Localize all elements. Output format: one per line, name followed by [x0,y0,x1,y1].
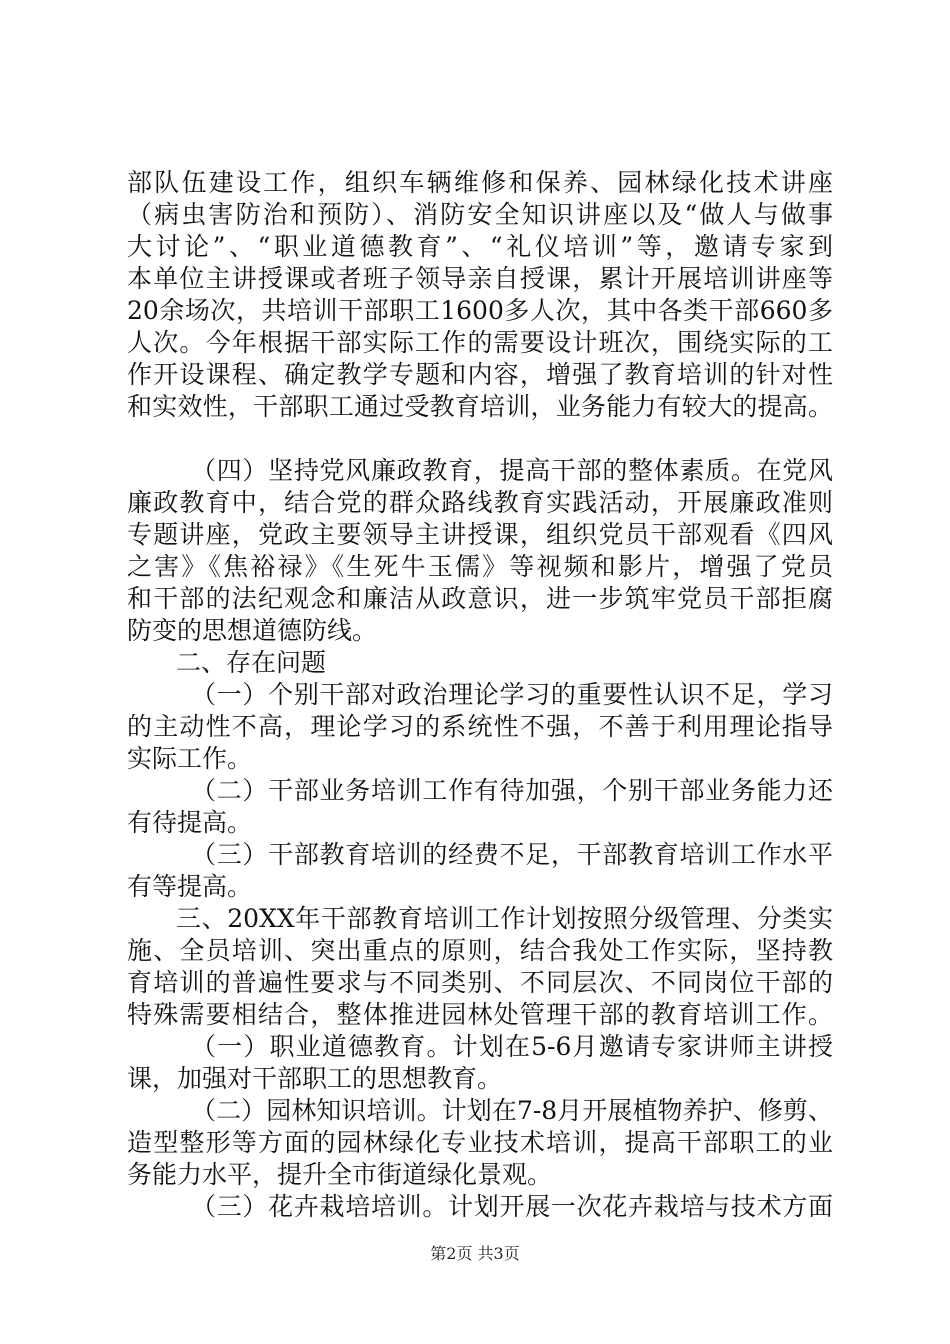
section-heading: 二、存在问题 [176,648,327,677]
text-line: （病虫害防治和预防）、消防安全知识讲座以及“做人与做事 [127,200,833,229]
text-line: 大讨论”、“职业道德教育”、“礼仪培训”等，邀请专家到 [127,232,833,261]
text-line: 专题讲座，党政主要领导主讲授课，组织党员干部观看《四风 [127,520,833,549]
paragraph-gap [127,423,833,455]
text-line: 防变的思想道德防线。 [127,616,378,645]
text-line: 特殊需要相结合，整体推进园林处管理干部的教育培训工作。 [127,1000,833,1029]
text-line: 造型整形等方面的园林绿化专业技术培训，提高干部职工的业 [127,1128,833,1157]
text-line: 和干部的法纪观念和廉洁从政意识，进一步筑牢党员干部拒腐 [127,584,833,613]
text-line: （四）坚持党风廉政教育，提高干部的整体素质。在党风 [191,456,833,485]
text-line: 实际工作。 [127,744,253,773]
text-line: 育培训的普遍性要求与不同类别、不同层次、不同岗位干部的 [127,968,833,997]
text-line: 课，加强对干部职工的思想教育。 [127,1064,503,1093]
text-line: 廉政教育中，结合党的群众路线教育实践活动，开展廉政准则 [127,488,833,517]
page-number-footer: 第2页 共3页 [430,1244,520,1263]
document-body [127,167,833,1223]
text-line: 之害》《焦裕禄》《生死牛玉儒》等视频和影片，增强了党员 [127,552,833,581]
text-line: 本单位主讲授课或者班子领导亲自授课，累计开展培训讲座等 [127,264,833,293]
text-line: 和实效性，干部职工通过受教育培训，业务能力有较大的提高。 [127,392,833,421]
text-line: （三）花卉栽培培训。计划开展一次花卉栽培与技术方面 [191,1192,833,1221]
text-line: 有等提高。 [127,872,253,901]
text-line: （一）个别干部对政治理论学习的重要性认识不足，学习 [191,680,833,709]
text-line: 作开设课程、确定教学专题和内容，增强了教育培训的针对性 [127,360,833,389]
text-line: 20余场次，共培训干部职工1600多人次，其中各类干部660多 [127,296,833,325]
text-line: （三）干部教育培训的经费不足，干部教育培训工作水平 [191,840,833,869]
text-line: 的主动性不高，理论学习的系统性不强，不善于利用理论指导 [127,712,833,741]
text-line: 务能力水平，提升全市街道绿化景观。 [127,1160,553,1189]
text-line: （一）职业道德教育。计划在5-6月邀请专家讲师主讲授 [191,1032,833,1061]
text-line: 施、全员培训、突出重点的原则，结合我处工作实际，坚持教 [127,936,833,965]
text-line: 三、20XX年干部教育培训工作计划按照分级管理、分类实 [176,904,833,933]
text-line: （二）干部业务培训工作有待加强，个别干部业务能力还 [191,776,833,805]
text-line: 有待提高。 [127,808,253,837]
text-line: 人次。今年根据干部实际工作的需要设计班次，围绕实际的工 [127,328,833,357]
text-line: （二）园林知识培训。计划在7-8月开展植物养护、修剪、 [191,1096,833,1125]
text-line: 部队伍建设工作，组织车辆维修和保养、园林绿化技术讲座 [127,168,833,197]
